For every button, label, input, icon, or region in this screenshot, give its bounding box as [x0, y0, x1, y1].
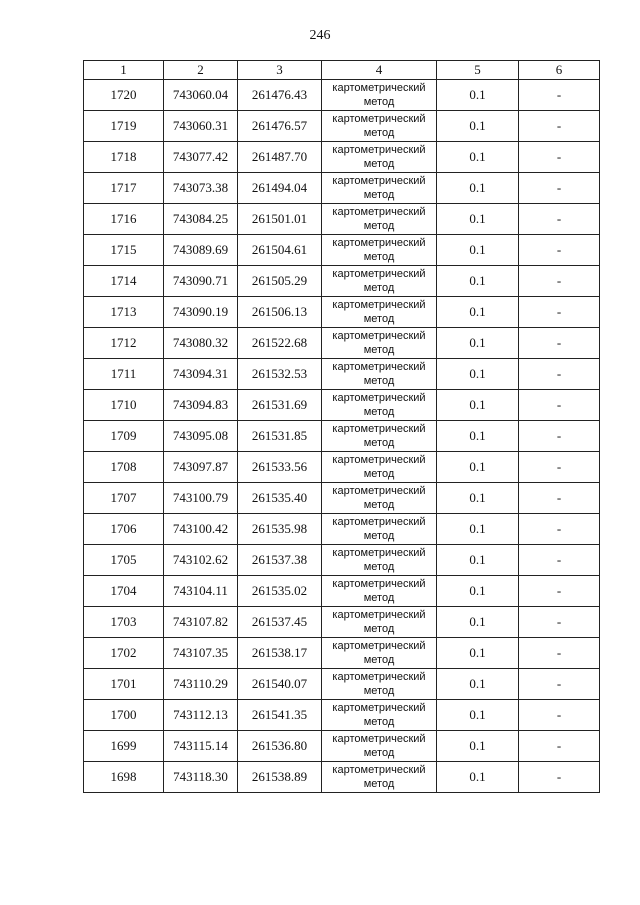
y-coordinate-cell: 261487.70: [238, 142, 322, 173]
y-coordinate-cell: 261504.61: [238, 235, 322, 266]
x-coordinate-cell: 743112.13: [164, 700, 238, 731]
point-number-cell: 1699: [84, 731, 164, 762]
method-line-2: метод: [363, 375, 395, 387]
method-cell: [322, 731, 437, 762]
method-line-1: картометрический: [332, 640, 426, 652]
y-coordinate-cell: 261535.02: [238, 576, 322, 607]
table-row: [84, 762, 600, 793]
point-number-cell: 1719: [84, 111, 164, 142]
point-number-cell: 1710: [84, 390, 164, 421]
x-coordinate-cell: 743107.82: [164, 607, 238, 638]
x-coordinate-cell: 743100.42: [164, 514, 238, 545]
note-cell: -: [519, 111, 600, 142]
accuracy-cell: 0.1: [437, 235, 519, 266]
note-cell: -: [519, 235, 600, 266]
point-number-cell: 1714: [84, 266, 164, 297]
table-row: [84, 483, 600, 514]
method-cell: [322, 483, 437, 514]
method-line-2: метод: [363, 623, 395, 635]
note-cell: -: [519, 80, 600, 111]
note-cell: -: [519, 359, 600, 390]
note-cell: -: [519, 514, 600, 545]
y-coordinate-cell: 261531.69: [238, 390, 322, 421]
method-line-1: картометрический: [332, 733, 426, 745]
method-line-2: метод: [363, 313, 395, 325]
method-line-2: метод: [363, 406, 395, 418]
method-cell: [322, 762, 437, 793]
x-coordinate-cell: 743115.14: [164, 731, 238, 762]
x-coordinate-cell: 743084.25: [164, 204, 238, 235]
method-cell: [322, 514, 437, 545]
table-row: [84, 452, 600, 483]
y-coordinate-cell: 261506.13: [238, 297, 322, 328]
method-line-1: картометрический: [332, 330, 426, 342]
method-line-2: метод: [363, 592, 395, 604]
method-line-1: картометрический: [332, 516, 426, 528]
y-coordinate-cell: 261537.38: [238, 545, 322, 576]
method-cell: [322, 545, 437, 576]
point-number-cell: 1708: [84, 452, 164, 483]
method-line-2: метод: [363, 747, 395, 759]
method-line-2: метод: [363, 437, 395, 449]
method-cell: [322, 111, 437, 142]
note-cell: -: [519, 669, 600, 700]
method-line-2: метод: [363, 778, 395, 790]
accuracy-cell: 0.1: [437, 607, 519, 638]
accuracy-cell: 0.1: [437, 669, 519, 700]
accuracy-cell: 0.1: [437, 142, 519, 173]
method-cell: [322, 173, 437, 204]
method-line-1: картометрический: [332, 237, 426, 249]
accuracy-cell: 0.1: [437, 483, 519, 514]
table-row: [84, 607, 600, 638]
y-coordinate-cell: 261531.85: [238, 421, 322, 452]
column-header: 1: [84, 61, 164, 80]
accuracy-cell: 0.1: [437, 421, 519, 452]
table-row: [84, 204, 600, 235]
method-line-1: картометрический: [332, 175, 426, 187]
note-cell: -: [519, 328, 600, 359]
method-cell: [322, 235, 437, 266]
accuracy-cell: 0.1: [437, 514, 519, 545]
x-coordinate-cell: 743104.11: [164, 576, 238, 607]
method-line-1: картометрический: [332, 578, 426, 590]
method-line-2: метод: [363, 251, 395, 263]
table-row: [84, 576, 600, 607]
table-row: [84, 266, 600, 297]
method-line-2: метод: [363, 189, 395, 201]
y-coordinate-cell: 261538.89: [238, 762, 322, 793]
accuracy-cell: 0.1: [437, 173, 519, 204]
point-number-cell: 1705: [84, 545, 164, 576]
method-cell: [322, 421, 437, 452]
table-row: [84, 545, 600, 576]
y-coordinate-cell: 261533.56: [238, 452, 322, 483]
method-cell: [322, 297, 437, 328]
accuracy-cell: 0.1: [437, 576, 519, 607]
accuracy-cell: 0.1: [437, 111, 519, 142]
accuracy-cell: 0.1: [437, 390, 519, 421]
x-coordinate-cell: 743094.31: [164, 359, 238, 390]
note-cell: -: [519, 483, 600, 514]
y-coordinate-cell: 261541.35: [238, 700, 322, 731]
method-line-2: метод: [363, 685, 395, 697]
x-coordinate-cell: 743094.83: [164, 390, 238, 421]
x-coordinate-cell: 743107.35: [164, 638, 238, 669]
accuracy-cell: 0.1: [437, 700, 519, 731]
table-row: [84, 390, 600, 421]
y-coordinate-cell: 261537.45: [238, 607, 322, 638]
accuracy-cell: 0.1: [437, 359, 519, 390]
y-coordinate-cell: 261522.68: [238, 328, 322, 359]
point-number-cell: 1712: [84, 328, 164, 359]
point-number-cell: 1707: [84, 483, 164, 514]
note-cell: -: [519, 545, 600, 576]
method-line-1: картометрический: [332, 423, 426, 435]
method-line-1: картометрический: [332, 454, 426, 466]
x-coordinate-cell: 743110.29: [164, 669, 238, 700]
method-line-2: метод: [363, 499, 395, 511]
method-cell: [322, 452, 437, 483]
point-number-cell: 1709: [84, 421, 164, 452]
column-header: 6: [519, 61, 600, 80]
method-line-2: метод: [363, 561, 395, 573]
note-cell: -: [519, 142, 600, 173]
point-number-cell: 1715: [84, 235, 164, 266]
y-coordinate-cell: 261535.98: [238, 514, 322, 545]
method-line-2: метод: [363, 344, 395, 356]
y-coordinate-cell: 261505.29: [238, 266, 322, 297]
point-number-cell: 1702: [84, 638, 164, 669]
method-line-1: картометрический: [332, 764, 426, 776]
accuracy-cell: 0.1: [437, 204, 519, 235]
accuracy-cell: 0.1: [437, 762, 519, 793]
method-line-1: картометрический: [332, 361, 426, 373]
method-line-1: картометрический: [332, 268, 426, 280]
method-line-1: картометрический: [332, 609, 426, 621]
method-line-2: метод: [363, 654, 395, 666]
note-cell: -: [519, 576, 600, 607]
table-row: [84, 421, 600, 452]
y-coordinate-cell: 261538.17: [238, 638, 322, 669]
table-row: [84, 235, 600, 266]
table-row: [84, 111, 600, 142]
accuracy-cell: 0.1: [437, 266, 519, 297]
point-number-cell: 1718: [84, 142, 164, 173]
y-coordinate-cell: 261535.40: [238, 483, 322, 514]
method-line-2: метод: [363, 158, 395, 170]
accuracy-cell: 0.1: [437, 731, 519, 762]
y-coordinate-cell: 261494.04: [238, 173, 322, 204]
y-coordinate-cell: 261501.01: [238, 204, 322, 235]
note-cell: -: [519, 297, 600, 328]
method-line-1: картометрический: [332, 702, 426, 714]
x-coordinate-cell: 743102.62: [164, 545, 238, 576]
note-cell: -: [519, 638, 600, 669]
x-coordinate-cell: 743060.31: [164, 111, 238, 142]
table-row: [84, 638, 600, 669]
table-row: [84, 173, 600, 204]
x-coordinate-cell: 743060.04: [164, 80, 238, 111]
method-line-1: картометрический: [332, 547, 426, 559]
note-cell: -: [519, 700, 600, 731]
point-number-cell: 1720: [84, 80, 164, 111]
table-row: [84, 669, 600, 700]
accuracy-cell: 0.1: [437, 297, 519, 328]
note-cell: -: [519, 266, 600, 297]
method-line-2: метод: [363, 220, 395, 232]
point-number-cell: 1713: [84, 297, 164, 328]
x-coordinate-cell: 743118.30: [164, 762, 238, 793]
table-row: [84, 359, 600, 390]
method-cell: [322, 700, 437, 731]
y-coordinate-cell: 261532.53: [238, 359, 322, 390]
method-line-2: метод: [363, 282, 395, 294]
method-line-1: картометрический: [332, 206, 426, 218]
accuracy-cell: 0.1: [437, 545, 519, 576]
accuracy-cell: 0.1: [437, 328, 519, 359]
note-cell: -: [519, 731, 600, 762]
point-number-cell: 1711: [84, 359, 164, 390]
note-cell: -: [519, 173, 600, 204]
y-coordinate-cell: 261540.07: [238, 669, 322, 700]
method-line-1: картометрический: [332, 113, 426, 125]
method-cell: [322, 607, 437, 638]
x-coordinate-cell: 743100.79: [164, 483, 238, 514]
x-coordinate-cell: 743080.32: [164, 328, 238, 359]
table-row: [84, 297, 600, 328]
method-line-2: метод: [363, 127, 395, 139]
table-row: [84, 731, 600, 762]
method-cell: [322, 142, 437, 173]
column-header: 5: [437, 61, 519, 80]
method-line-1: картометрический: [332, 671, 426, 683]
method-cell: [322, 359, 437, 390]
method-line-1: картометрический: [332, 299, 426, 311]
note-cell: -: [519, 607, 600, 638]
accuracy-cell: 0.1: [437, 638, 519, 669]
method-cell: [322, 638, 437, 669]
x-coordinate-cell: 743073.38: [164, 173, 238, 204]
point-number-cell: 1716: [84, 204, 164, 235]
point-number-cell: 1706: [84, 514, 164, 545]
point-number-cell: 1703: [84, 607, 164, 638]
x-coordinate-cell: 743090.19: [164, 297, 238, 328]
coordinates-table: [83, 60, 600, 793]
accuracy-cell: 0.1: [437, 452, 519, 483]
table-row: [84, 328, 600, 359]
method-line-2: метод: [363, 530, 395, 542]
method-line-2: метод: [363, 96, 395, 108]
x-coordinate-cell: 743089.69: [164, 235, 238, 266]
x-coordinate-cell: 743090.71: [164, 266, 238, 297]
method-cell: [322, 390, 437, 421]
accuracy-cell: 0.1: [437, 80, 519, 111]
y-coordinate-cell: 261476.57: [238, 111, 322, 142]
method-cell: [322, 576, 437, 607]
x-coordinate-cell: 743077.42: [164, 142, 238, 173]
method-cell: [322, 328, 437, 359]
method-line-1: картометрический: [332, 144, 426, 156]
table-row: [84, 514, 600, 545]
point-number-cell: 1717: [84, 173, 164, 204]
note-cell: -: [519, 452, 600, 483]
table-row: [84, 700, 600, 731]
column-header: 2: [164, 61, 238, 80]
column-header: 3: [238, 61, 322, 80]
page-number: 246: [309, 28, 331, 43]
method-cell: [322, 80, 437, 111]
method-line-2: метод: [363, 468, 395, 480]
method-cell: [322, 669, 437, 700]
method-line-1: картометрический: [332, 485, 426, 497]
table-row: [84, 142, 600, 173]
table-row: [84, 80, 600, 111]
y-coordinate-cell: 261476.43: [238, 80, 322, 111]
point-number-cell: 1701: [84, 669, 164, 700]
x-coordinate-cell: 743095.08: [164, 421, 238, 452]
y-coordinate-cell: 261536.80: [238, 731, 322, 762]
method-line-1: картометрический: [332, 82, 426, 94]
point-number-cell: 1698: [84, 762, 164, 793]
method-line-2: метод: [363, 716, 395, 728]
note-cell: -: [519, 390, 600, 421]
method-cell: [322, 204, 437, 235]
note-cell: -: [519, 204, 600, 235]
method-cell: [322, 266, 437, 297]
point-number-cell: 1704: [84, 576, 164, 607]
note-cell: -: [519, 421, 600, 452]
x-coordinate-cell: 743097.87: [164, 452, 238, 483]
note-cell: -: [519, 762, 600, 793]
table-header-row: [84, 61, 600, 80]
point-number-cell: 1700: [84, 700, 164, 731]
method-line-1: картометрический: [332, 392, 426, 404]
column-header: 4: [322, 61, 437, 80]
